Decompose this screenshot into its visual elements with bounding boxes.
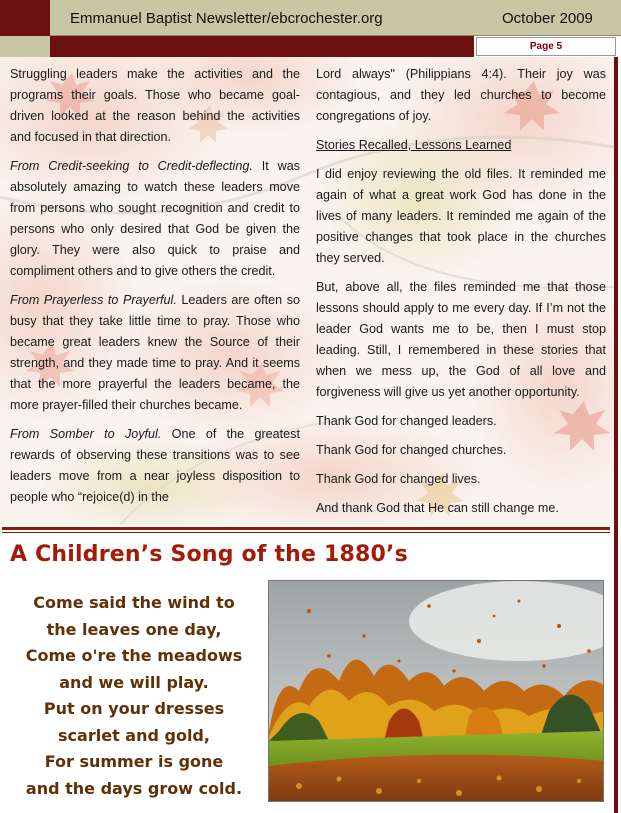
section-divider-thick <box>2 527 610 530</box>
article-right-column <box>316 64 606 527</box>
thanks-line: Thank God for changed leaders. <box>316 414 497 428</box>
thanks-line: And thank God that He can still change me. <box>316 501 559 515</box>
newsletter-title: Emmanuel Baptist Newsletter/ebcrochester.org <box>70 10 383 27</box>
header-corner-block-2 <box>0 36 50 57</box>
paragraph <box>10 424 300 508</box>
thanks-line: Thank God for changed churches. <box>316 443 507 457</box>
paragraph-text: It was absolutely amazing to watch these leaders move from persons who sought recognition and credit to persons who only desired that God be given the glory. They were also quick to praise and compliment others and to give others the credit. <box>10 159 300 278</box>
paragraph-text: One of the greatest rewards of observing these transitions was to see leaders move from a near joyless disposition to people who “rejoice(d) in the <box>10 427 300 504</box>
autumn-landscape-photo <box>268 580 604 802</box>
header-maroon-bar <box>50 36 474 57</box>
paragraph: But, above all, the files reminded me that those lessons should apply to me every day. If I’m not the leader God wants me to be, then I must stop leading. Still, I remembered in these stories that when we mess up, the God of all love and forgiveness will give us yet another opportunity. <box>316 280 606 399</box>
poem-line: scarlet and gold, <box>58 725 210 745</box>
paragraph-lead: From Somber to Joyful. <box>10 427 162 441</box>
poem-line: Come said the wind to <box>33 593 235 612</box>
header-corner-block <box>0 0 50 36</box>
poem-line: the leaves one day, <box>46 619 222 639</box>
paragraph: I did enjoy reviewing the old files. It reminded me again of what a great work God has done in the lives of many leaders. It reminded me again of the positive changes that took place in the churches they served. <box>316 167 606 265</box>
page-right-border <box>614 57 618 813</box>
paragraph <box>10 290 300 416</box>
issue-date: October 2009 <box>502 10 593 27</box>
paragraph-lead: From Credit-seeking to Credit-deflecting. <box>10 159 253 173</box>
song-title: A Children’s Song of the 1880’s <box>10 542 408 567</box>
paragraph-continuation: Lord always" (Philippians 4:4). Their joy was contagious, and they led churches to become congregations of joy. <box>316 67 606 123</box>
paragraph <box>10 64 300 148</box>
paragraph-text: Struggling leaders make the activities and the programs their goals. Those who became goal-driven looked at the reason behind the activities and focused in that direction. <box>10 67 300 144</box>
poem-line: For summer is gone <box>44 752 224 771</box>
poem-line: Come o're the meadows <box>25 646 243 665</box>
thanks-line: Thank God for changed lives. <box>316 472 481 486</box>
paragraph-lead: From Prayerless to Prayerful. <box>10 293 177 307</box>
poem-line: Put on your dresses <box>43 699 225 718</box>
section-divider-thin <box>2 532 610 533</box>
song-poem <box>14 590 254 802</box>
paragraph-text: Leaders are often so busy that they take little time to pray. Those who became great leaders knew the Source of their strength, and they made time to pray. And it seems that the more prayerful the leaders became, the more prayer-filled their churches became. <box>10 293 300 412</box>
article-left-column <box>10 64 300 516</box>
section-subheading <box>316 135 606 156</box>
subheading-text: Stories Recalled, Lessons Learned <box>316 138 512 152</box>
poem-line: and the days grow cold. <box>25 778 243 798</box>
paragraph <box>10 156 300 282</box>
poem-line: and we will play. <box>59 672 209 692</box>
page-number: Page 5 <box>476 37 616 56</box>
